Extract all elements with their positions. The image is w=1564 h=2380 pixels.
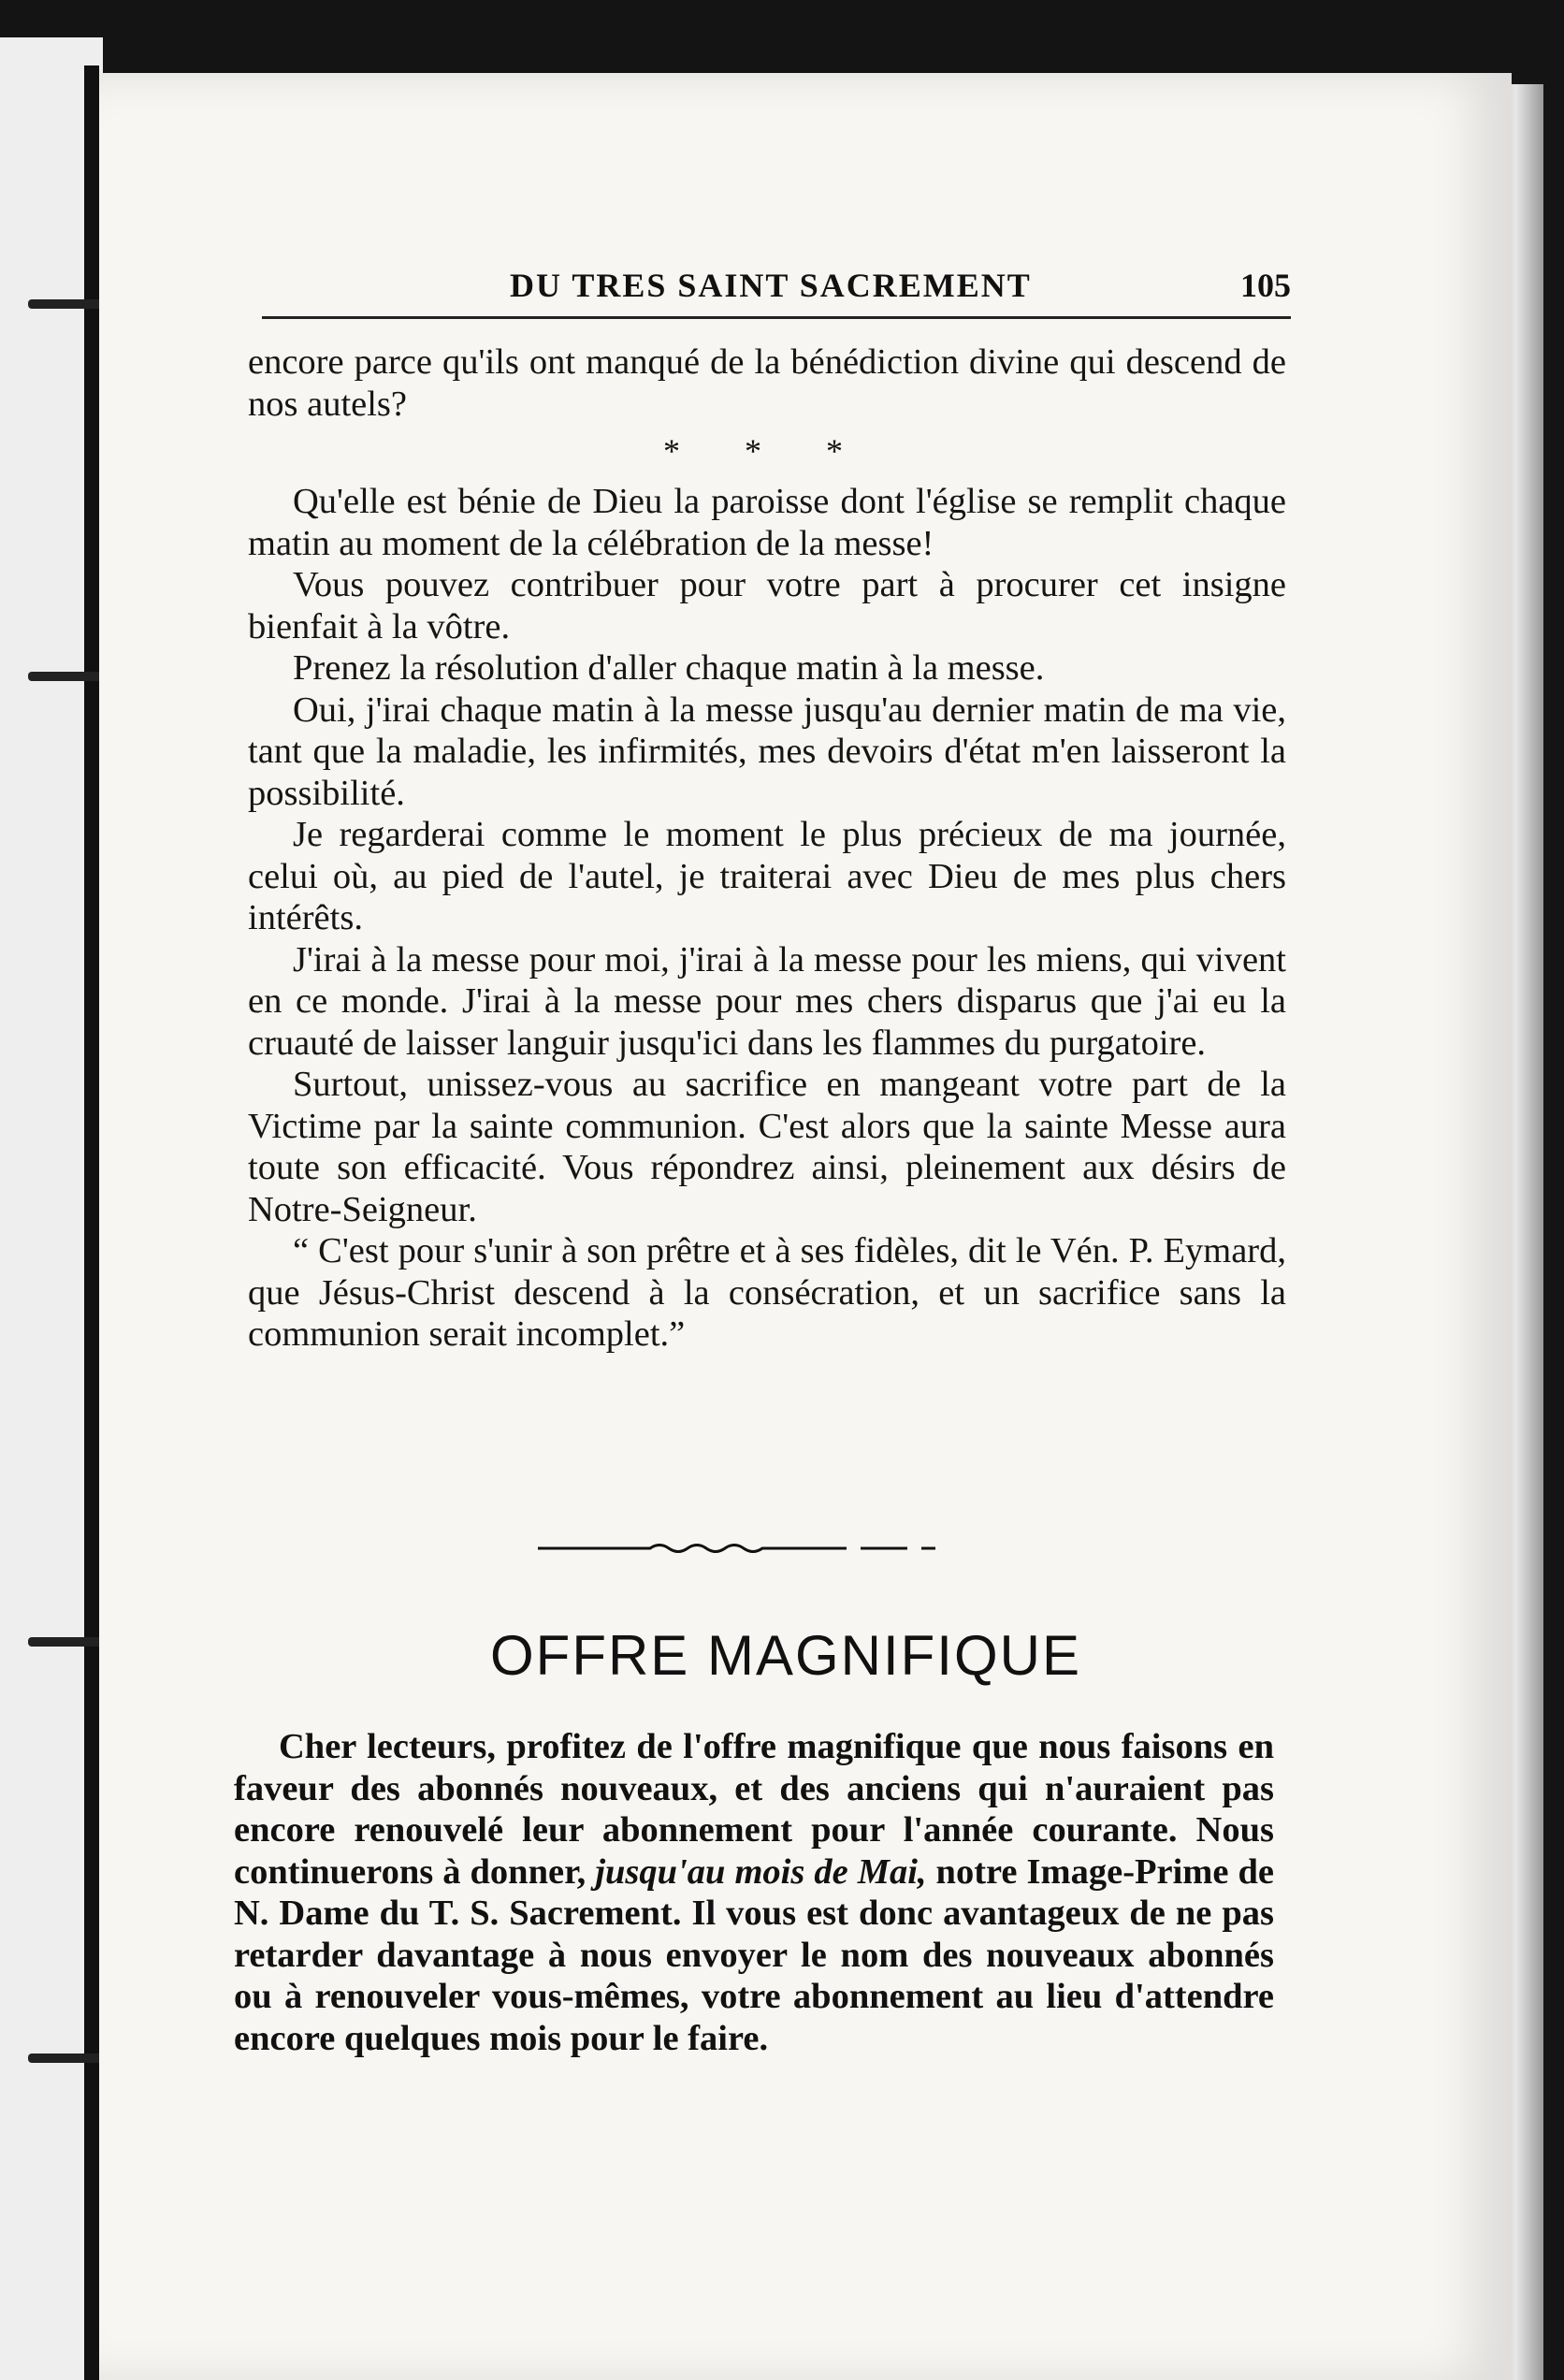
paragraph: Je regarderai comme le moment le plus précieux de ma journée, celui où, au pied de l'autel, je traiterai avec Dieu de mes plus chers intérêts. [248, 815, 1286, 937]
book-spine [84, 65, 99, 2380]
paragraph: Vous pouvez contribuer pour votre part à procurer cet insigne bienfait à la vôtre. [248, 565, 1286, 646]
section-separator: * * * [663, 432, 871, 470]
article-body [248, 341, 1286, 1356]
page-header [262, 260, 1291, 319]
page-number: 105 [1240, 267, 1291, 304]
decorative-divider [538, 1534, 959, 1562]
offer-text [234, 1726, 1274, 2059]
paragraph: Oui, j'irai chaque matin à la messe jusqu'au dernier matin de ma vie, tant que la maladie, les infirmités, mes devoirs d'état m'en laisseront la possibilité. [248, 689, 1286, 813]
offer-text-part: notre Image-Prime de N. Dame du T. S. Sacrement. Il vous est donc avantageux de ne pas retarder davantage à nous envoyer le nom des nouveaux abonnés ou à renouveler vous-mêmes, votre abonnement au lieu d'attendre encore quelques mois pour le faire. [234, 1851, 1274, 2058]
paragraph: encore parce qu'ils ont manqué de la bénédiction divine qui descend de nos autels? [248, 342, 1286, 424]
running-title: DU TRES SAINT SACREMENT [510, 267, 1032, 304]
paragraph: J'irai à la messe pour moi, j'irai à la messe pour les miens, qui vivent en ce monde. J'irai à la messe pour mes chers disparus que j'ai eu la cruauté de laisser languir jusqu'ici dans les flammes du purgatoire. [248, 939, 1286, 1063]
offer-title: OFFRE MAGNIFIQUE [490, 1624, 1081, 1687]
offer-text-italic: jusqu'au mois de Mai, [595, 1851, 927, 1892]
offer-paragraph [234, 1726, 1274, 2059]
paragraph: Surtout, unissez-vous au sacrifice en mangeant votre part de la Victime par la sainte communion. C'est alors que la sainte Messe aura toute son efficacité. Vous répondrez ainsi, pleinement aux désirs de Notre-Seigneur. [248, 1065, 1286, 1229]
offer-text-part: Cher lecteurs, profitez de l'offre magnifique que nous faisons en faveur des abonnés nouveaux, et des anciens qui n'auraient pas encore renouvelé leur abonnement pour l'année courante. Nous continuerons à donner, [234, 1727, 1274, 1892]
paragraph: Qu'elle est bénie de Dieu la paroisse dont l'église se remplit chaque matin au moment de la célébration de la messe! [248, 482, 1286, 563]
paragraph: “ C'est pour s'unir à son prêtre et à ses fidèles, dit le Vén. P. Eymard, que Jésus-Christ descend à la consécration, et un sacrifice sans la communion serait incomplet.” [248, 1231, 1286, 1354]
paragraph: Prenez la résolution d'aller chaque matin à la messe. [293, 648, 1045, 688]
